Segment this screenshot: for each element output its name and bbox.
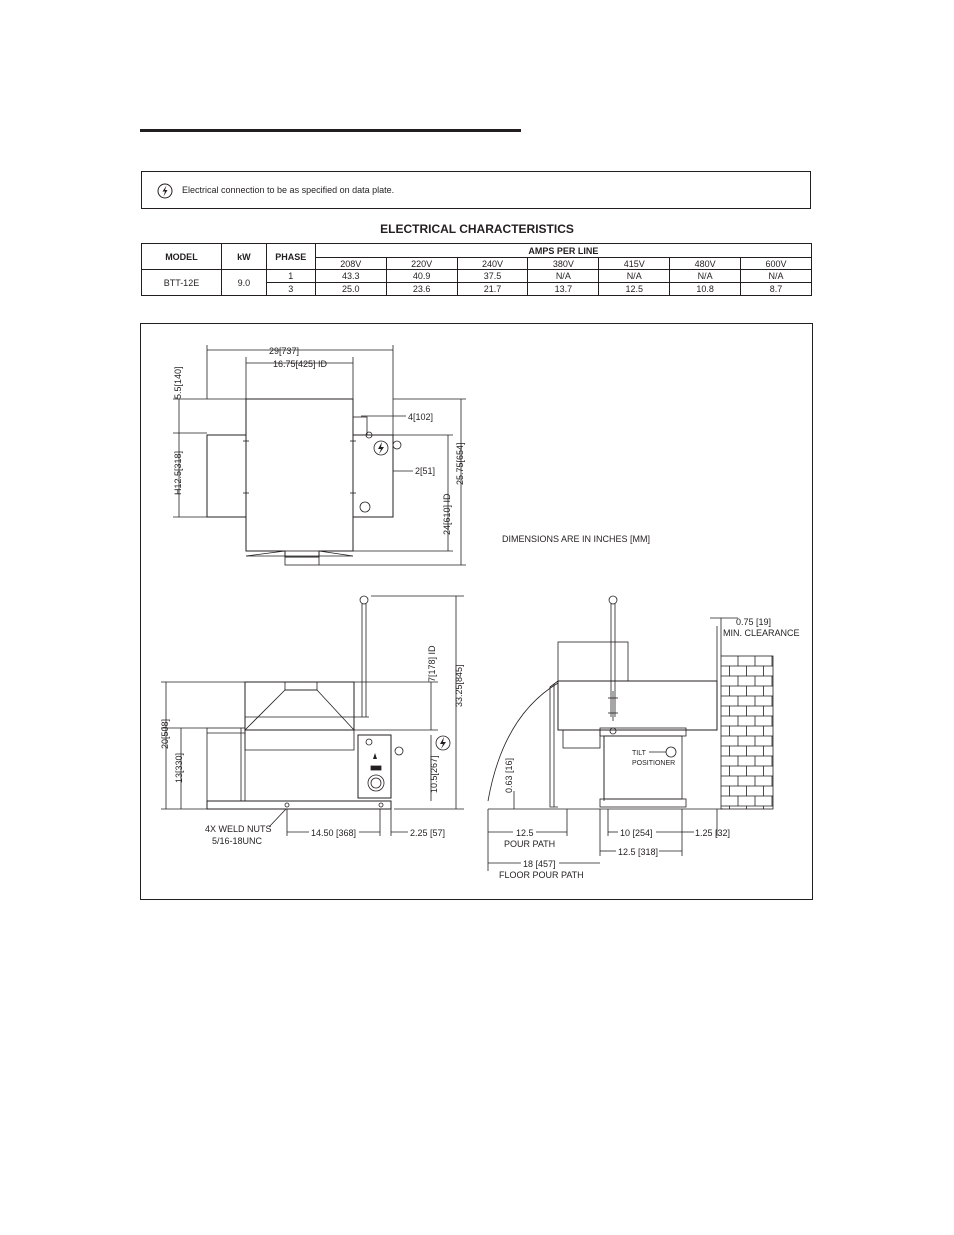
amps-cell: 10.8 [670, 283, 741, 296]
kw-cell: 9.0 [221, 270, 266, 296]
dim-4: 4[102] [408, 412, 434, 422]
dim-1-25: 1.25 [32] [695, 828, 731, 838]
dim-20: 20[508] [160, 718, 170, 749]
floor-pour-label: FLOOR POUR PATH [499, 870, 584, 880]
tilt-label: TILT [632, 750, 646, 757]
dim-10-5: 10.5[267] [429, 755, 439, 793]
dim-12-5: 12.5 [318] [618, 847, 659, 857]
brick-wall [721, 656, 773, 809]
voltage-header: 380V [528, 258, 599, 270]
dim-inner-width: 16.75[425] ID [273, 359, 328, 369]
table-title: ELECTRICAL CHARACTERISTICS [380, 222, 574, 236]
amps-cell: N/A [670, 270, 741, 283]
phase-cell: 1 [266, 270, 315, 283]
voltage-header: 220V [386, 258, 457, 270]
amps-cell: 23.6 [386, 283, 457, 296]
weld-nuts-label: 4X WELD NUTS [205, 824, 272, 834]
dim-h12-5: H12.5[318] [173, 450, 183, 495]
dim-33-25: 33.25[845] [454, 664, 464, 707]
dim-24-id: 24[610] ID [442, 493, 452, 535]
dim-14-50: 14.50 [368] [311, 828, 357, 838]
dim-overall-width: 29[737] [269, 346, 300, 356]
positioner-label: POSITIONER [632, 760, 676, 767]
dimension-drawing-svg [141, 324, 814, 901]
voltage-header: 415V [599, 258, 670, 270]
amps-cell: N/A [528, 270, 599, 283]
amps-cell: 43.3 [315, 270, 386, 283]
dim-7-id: 7[178] ID [427, 645, 437, 682]
model-cell: BTT-12E [142, 270, 222, 296]
clearance-label: MIN. CLEARANCE [723, 628, 800, 638]
dim-25-75: 25.75[654] [455, 442, 465, 485]
dim-0-63: 0.63 [16] [504, 757, 514, 793]
phase-cell: 3 [266, 283, 315, 296]
amps-cell: 40.9 [386, 270, 457, 283]
table-row [142, 270, 812, 283]
voltage-header: 600V [741, 258, 812, 270]
amps-cell: 12.5 [599, 283, 670, 296]
amps-cell: 8.7 [741, 283, 812, 296]
dim-13: 13[330] [174, 752, 184, 783]
electrical-hazard-icon [157, 183, 173, 199]
amps-cell: 37.5 [457, 270, 528, 283]
dim-10: 10 [254] [620, 828, 653, 838]
header-phase: PHASE [266, 244, 315, 270]
voltage-header: 480V [670, 258, 741, 270]
amps-cell: 25.0 [315, 283, 386, 296]
weld-nuts-spec: 5/16-18UNC [212, 836, 263, 846]
header-rule [140, 129, 521, 132]
electrical-note-text: Electrical connection to be as specified on data plate. [182, 185, 395, 195]
voltage-header: 208V [315, 258, 386, 270]
header-model: MODEL [142, 244, 222, 270]
header-amps-per-line: AMPS PER LINE [315, 244, 811, 258]
pour-path-label: POUR PATH [504, 839, 556, 849]
dim-2: 2[51] [415, 466, 436, 476]
amps-cell: N/A [599, 270, 670, 283]
units-note: DIMENSIONS ARE IN INCHES [MM] [502, 534, 651, 544]
amps-cell: 21.7 [457, 283, 528, 296]
header-kw: kW [221, 244, 266, 270]
electrical-characteristics-table [141, 243, 812, 296]
clearance-dim: 0.75 [19] [736, 617, 772, 627]
dimension-drawing [140, 323, 813, 900]
floor-pour-dim: 18 [457] [523, 859, 556, 869]
amps-cell: 13.7 [528, 283, 599, 296]
electrical-note [141, 171, 811, 209]
dim-2-25: 2.25 [57] [410, 828, 446, 838]
amps-cell: N/A [741, 270, 812, 283]
top-view [173, 345, 466, 565]
dim-5-5: 5.5[140] [173, 366, 183, 399]
voltage-header: 240V [457, 258, 528, 270]
front-view [160, 596, 464, 846]
pour-path-dim: 12.5 [516, 828, 534, 838]
side-view [488, 596, 800, 880]
